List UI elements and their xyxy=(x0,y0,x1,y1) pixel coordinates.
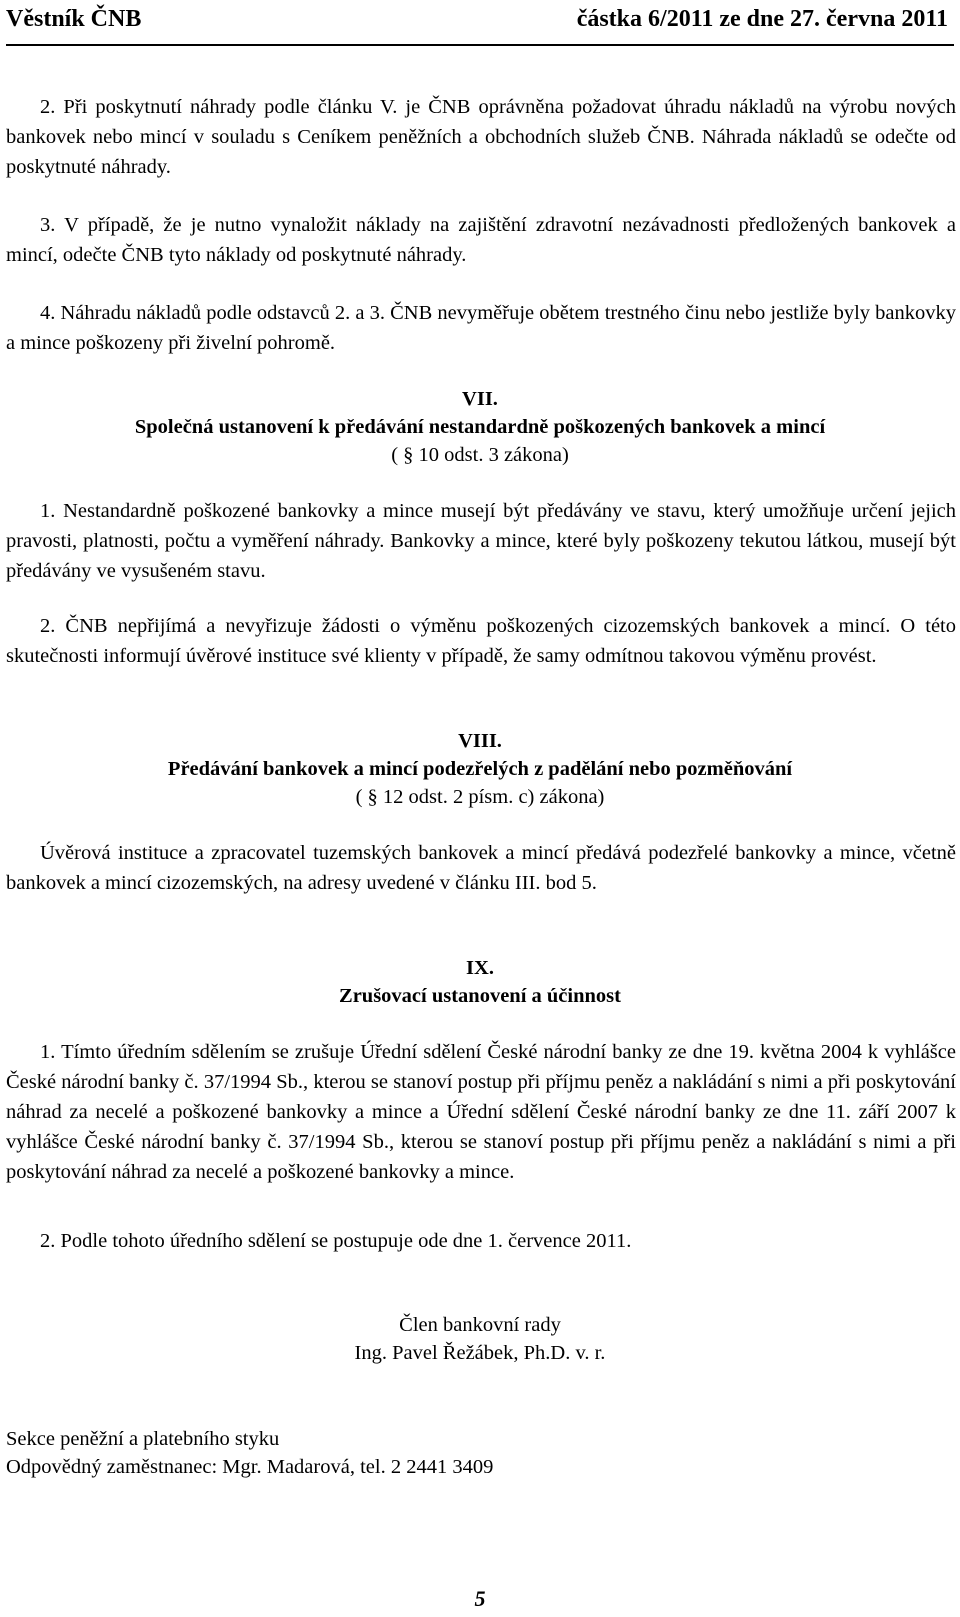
footer-department: Sekce peněžní a platebního styku xyxy=(6,1428,280,1450)
signature-name: Ing. Pavel Řežábek, Ph.D. v. r. xyxy=(354,1342,606,1364)
section-vii-reference: ( § 10 odst. 3 zákona) xyxy=(391,444,569,466)
paragraph-v-4: 4. Náhradu nákladů podle odstavců 2. a 3. ČNB nevyměřuje obětem trestného činu nebo jestliže byly bankovky a mince poškozeny při živelní pohromě. xyxy=(6,302,957,354)
section-ix-title: Zrušovací ustanovení a účinnost xyxy=(339,985,621,1007)
paragraph-ix-2: 2. Podle tohoto úředního sdělení se postupuje ode dne 1. července 2011. xyxy=(40,1230,632,1252)
paragraph-viii-1: Úvěrová instituce a zpracovatel tuzemských bankovek a mincí předává podezřelé bankovky a mince, včetně bankovek a mincí cizozemských, na adresy uvedené v článku III. bod 5. xyxy=(6,842,956,894)
signature-role: Člen bankovní rady xyxy=(399,1314,561,1336)
page-header xyxy=(6,4,954,46)
section-vii-title: Společná ustanovení k předávání nestandardně poškozených bankovek a mincí xyxy=(134,416,826,438)
paragraph-v-3: 3. V případě, že je nutno vynaložit náklady na zajištění zdravotní nezávadnosti předložených bankovek a mincí, odečte ČNB tyto náklady od poskytnuté náhrady. xyxy=(6,214,956,266)
issue-date: částka 6/2011 ze dne 27. června 2011 xyxy=(576,6,948,32)
section-vii-number: VII. xyxy=(462,388,498,410)
section-viii-reference: ( § 12 odst. 2 písm. c) zákona) xyxy=(355,786,605,808)
section-ix-number: IX. xyxy=(466,957,494,979)
paragraph-ix-1: 1. Tímto úředním sdělením se zrušuje Úřední sdělení České národní banky ze dne 19. května 2004 k vyhlášce České národní banky č. 37/1994 Sb., kterou se stanoví postup při příjmu peněz a nakládání s nimi a při poskytování náhrad za necelé a poškozené bankovky a mince a Úřední sdělení České národní banky ze dne 11. září 2007 k vyhlášce České národní banky č. 37/1994 Sb., kterou se stanoví postup při příjmu peněz a nakládání s nimi a při poskytování náhrad za necelé a poškozené bankovky a mince. xyxy=(6,1041,956,1183)
paragraph-v-2: 2. Při poskytnutí náhrady podle článku V. je ČNB oprávněna požadovat úhradu nákladů na výrobu nových bankovek nebo mincí v souladu s Ceníkem peněžních a obchodních služeb ČNB. Náhrada nákladů se odečte od poskytnuté náhrady. xyxy=(6,96,956,178)
paragraph-vii-2: 2. ČNB nepřijímá a nevyřizuje žádosti o výměnu poškozených cizozemských bankovek a mincí. O této skutečnosti informují úvěrové instituce své klienty v případě, že samy odmítnou takovou výměnu provést. xyxy=(6,615,956,667)
section-viii-number: VIII. xyxy=(458,730,502,752)
section-viii-title: Předávání bankovek a mincí podezřelých z padělání nebo pozměňování xyxy=(167,758,793,780)
paragraph-vii-1: 1. Nestandardně poškozené bankovky a mince musejí být předávány ve stavu, který umožňuje určení jejich pravosti, platnosti, počtu a vyměření náhrady. Bankovky a mince, které byly poškozeny tekutou látkou, musejí být předávány ve vysušeném stavu. xyxy=(6,500,956,582)
publication-title: Věstník ČNB xyxy=(6,6,142,32)
footer-contact: Odpovědný zaměstnanec: Mgr. Madarová, tel. 2 2441 3409 xyxy=(6,1456,494,1478)
page-number: 5 xyxy=(474,1586,486,1611)
